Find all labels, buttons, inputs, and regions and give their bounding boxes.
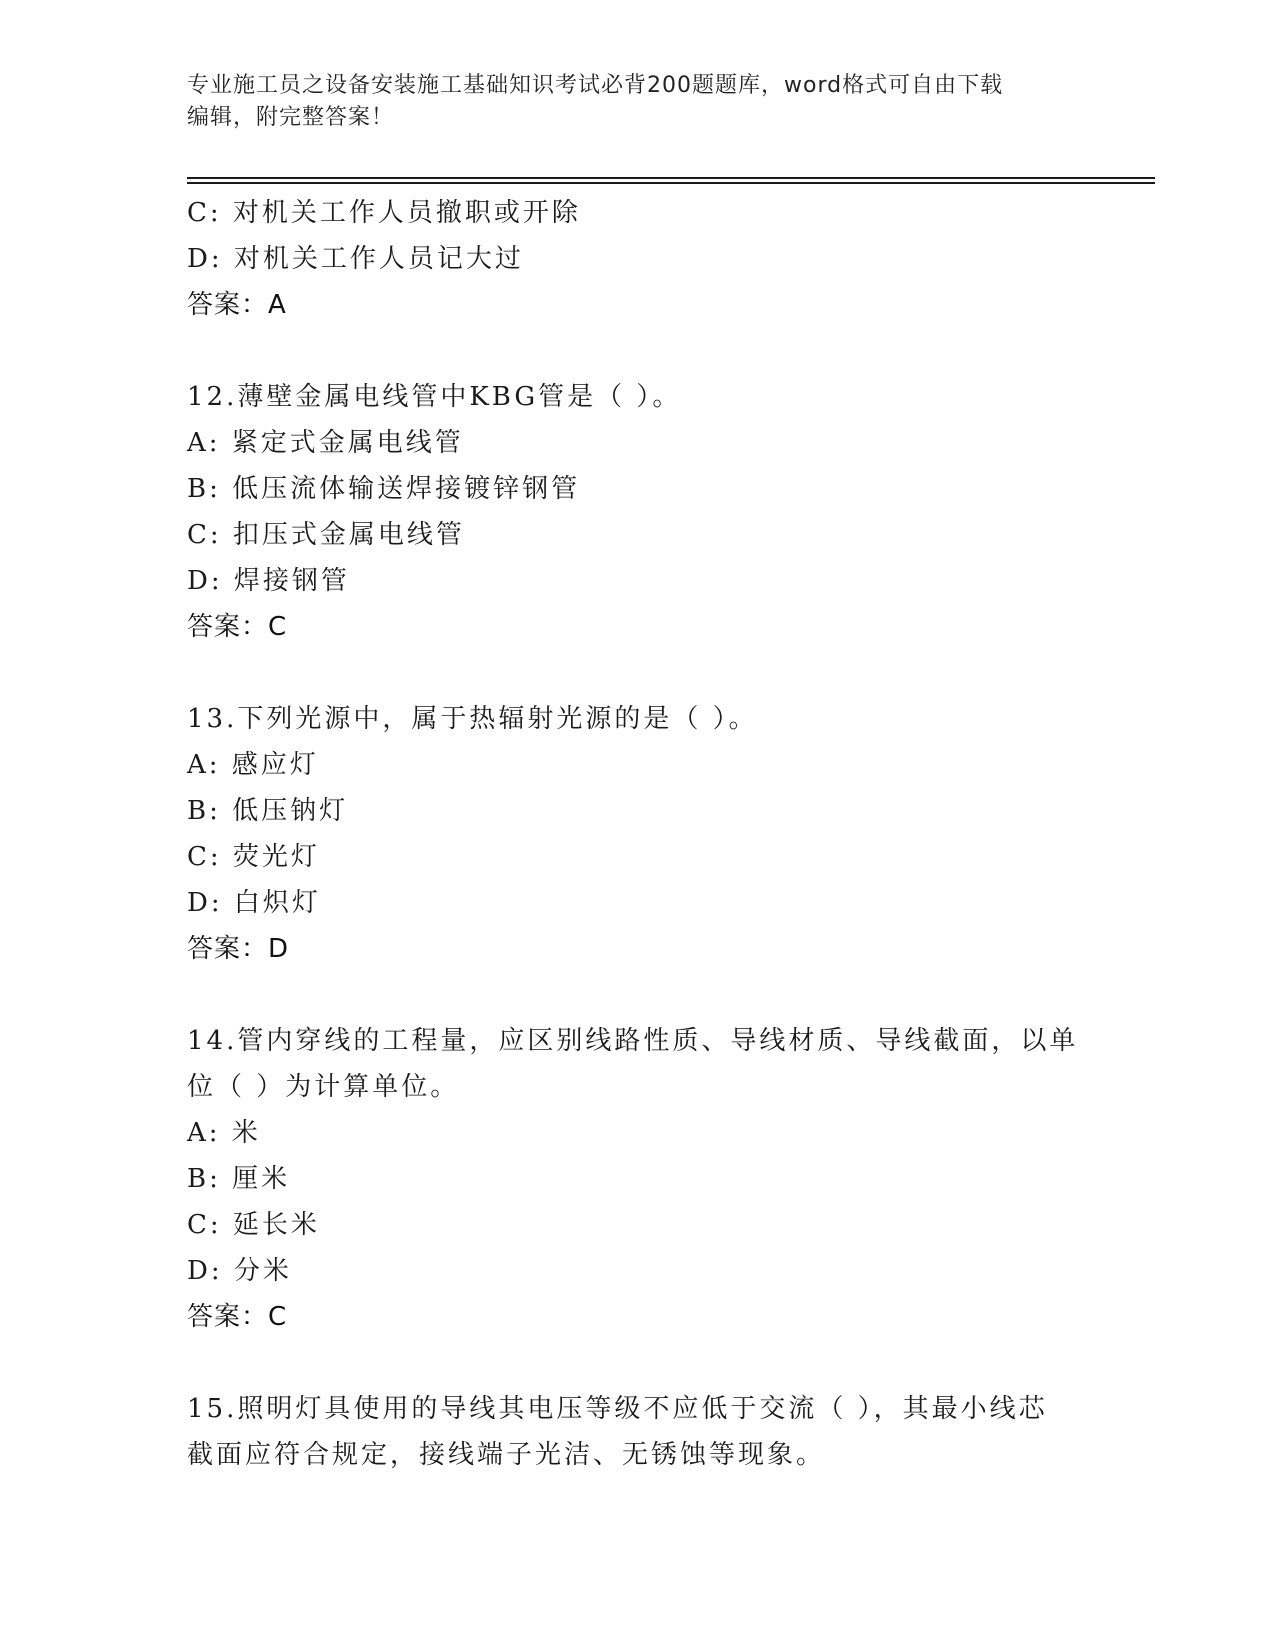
question-list	[187, 190, 1087, 1478]
option-b: B: 厘米	[187, 1164, 291, 1194]
header-line-2: 编辑，附完整答案！	[187, 105, 395, 130]
option-b: B: 低压流体输送焊接镀锌钢管	[187, 474, 581, 504]
option-a: A: 感应灯	[187, 750, 319, 780]
option-a: A: 米	[187, 1118, 261, 1148]
question-text: 13.下列光源中，属于热辐射光源的是（ ）。	[187, 704, 758, 734]
header-divider-top	[187, 177, 1155, 179]
question-text-line-1: 14.管内穿线的工程量，应区别线路性质、导线材质、导线截面，以单	[187, 1026, 1079, 1056]
answer-label: 答案：C	[187, 612, 288, 642]
option-c: C: 荧光灯	[187, 842, 320, 872]
option-c: C: 对机关工作人员撤职或开除	[187, 198, 581, 228]
question-text-line-2: 位（ ）为计算单位。	[187, 1072, 460, 1102]
spacer	[187, 1340, 1087, 1386]
header-line-1: 专业施工员之设备安装施工基础知识考试必背200题题库，word格式可自由下载	[187, 73, 1004, 98]
spacer	[187, 328, 1087, 374]
option-b: B: 低压钠灯	[187, 796, 349, 826]
question-text-line-2: 截面应符合规定，接线端子光洁、无锈蚀等现象。	[187, 1440, 826, 1470]
option-a: A: 紧定式金属电线管	[187, 428, 464, 458]
question-15	[187, 1386, 1087, 1478]
spacer	[187, 972, 1087, 1018]
answer-label: 答案：A	[187, 290, 287, 320]
question-13	[187, 696, 1087, 972]
option-d: D: 对机关工作人员记大过	[187, 244, 524, 274]
question-11-tail	[187, 190, 1087, 328]
option-d: D: 分米	[187, 1256, 292, 1286]
question-12	[187, 374, 1087, 650]
document-header	[187, 70, 1067, 134]
answer-label: 答案：C	[187, 1302, 288, 1332]
header-divider-bottom	[187, 182, 1155, 184]
option-d: D: 白炽灯	[187, 888, 321, 918]
option-d: D: 焊接钢管	[187, 566, 350, 596]
question-14	[187, 1018, 1087, 1340]
question-text-line-1: 15.照明灯具使用的导线其电压等级不应低于交流（ ），其最小线芯	[187, 1394, 1048, 1424]
option-c: C: 延长米	[187, 1210, 320, 1240]
spacer	[187, 650, 1087, 696]
question-text: 12.薄壁金属电线管中KBG管是（ ）。	[187, 382, 682, 412]
answer-label: 答案：D	[187, 934, 290, 964]
option-c: C: 扣压式金属电线管	[187, 520, 465, 550]
